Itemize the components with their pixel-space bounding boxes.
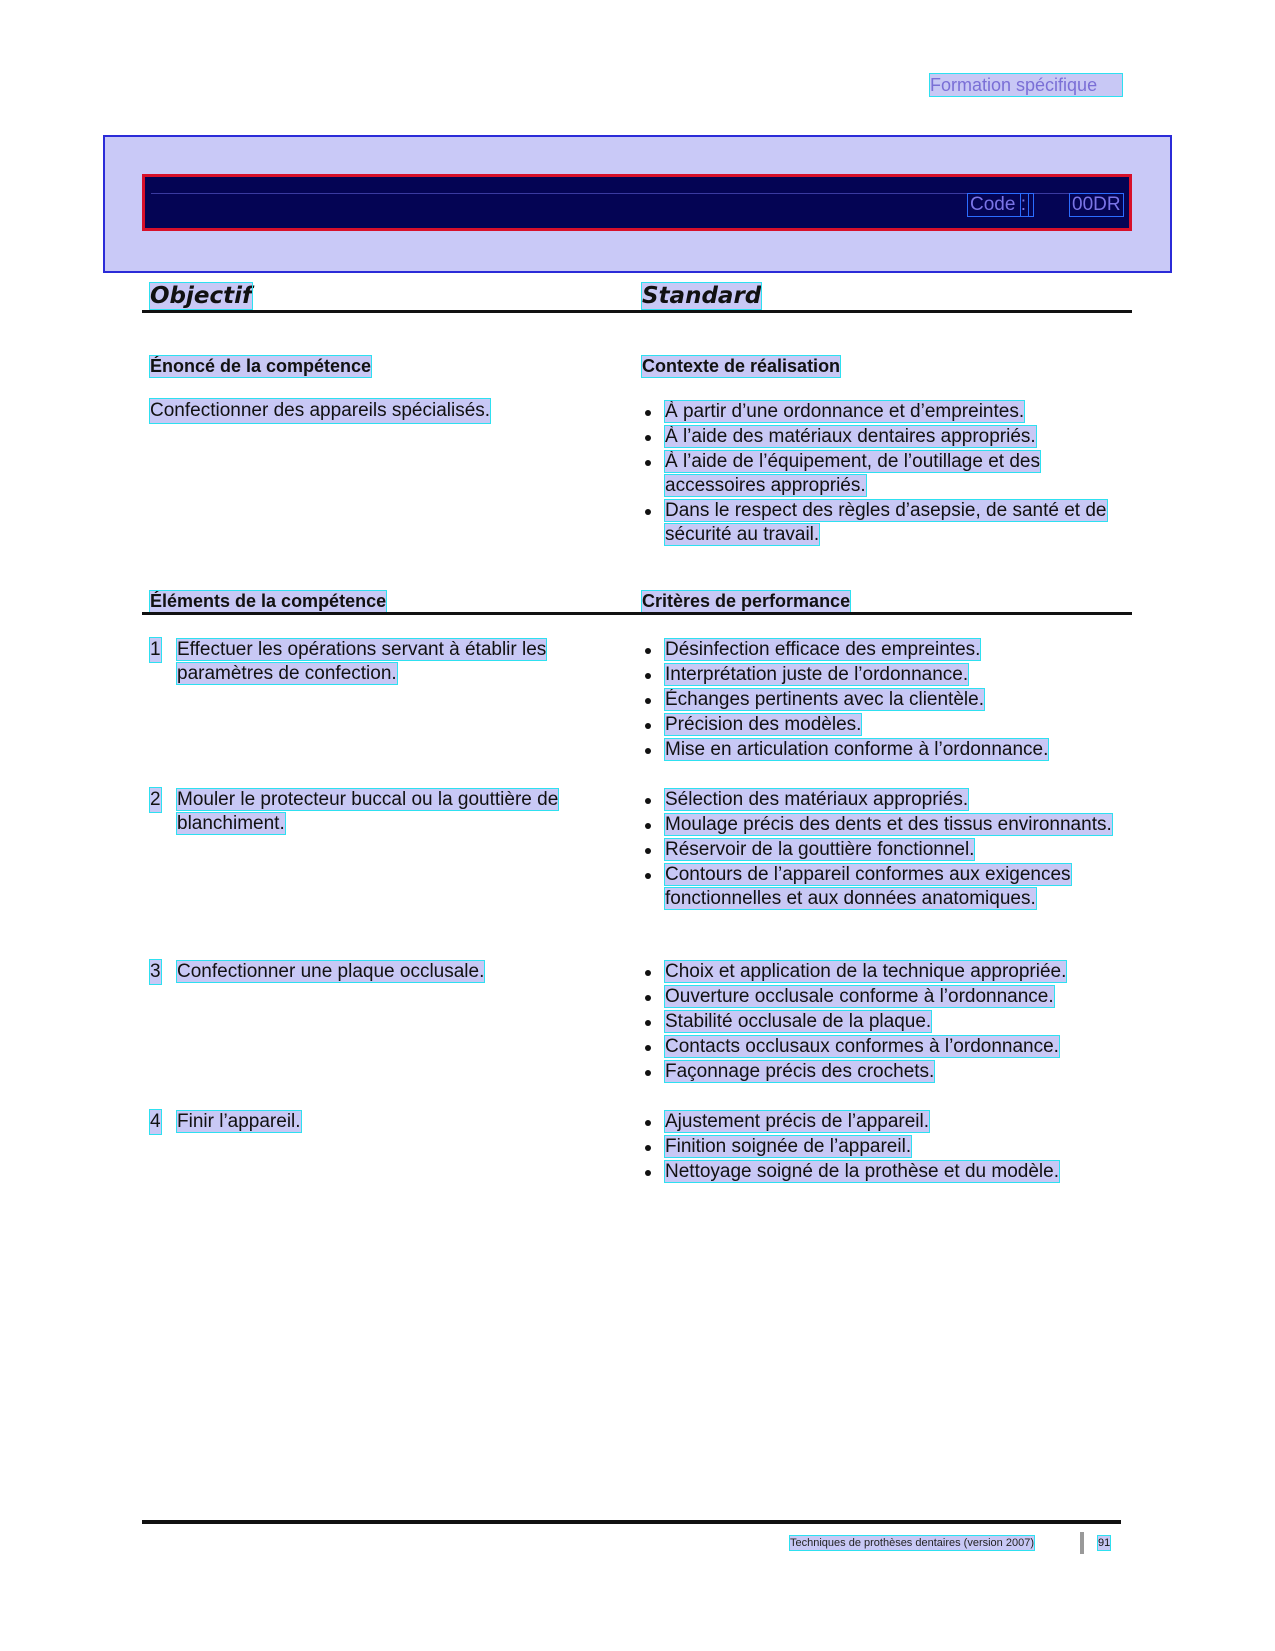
- running-header: Formation spécifique: [930, 74, 1122, 96]
- criterion-item: Nettoyage soigné de la prothèse et du modèle.: [643, 1160, 1123, 1184]
- criterion-item: Choix et application de la technique appropriée.: [643, 960, 1123, 984]
- criterion-item: Finition soignée de l’appareil.: [643, 1135, 1123, 1159]
- criterion-item: Échanges pertinents avec la clientèle.: [643, 688, 1123, 712]
- criteria-list-3: [643, 960, 1123, 1085]
- criterion-item: Mise en articulation conforme à l’ordonnance.: [643, 738, 1123, 762]
- criterion-item: Contacts occlusaux conformes à l’ordonnance.: [643, 1035, 1123, 1059]
- page-number: 91: [1098, 1537, 1111, 1549]
- criterion-item: Ajustement précis de l’appareil.: [643, 1110, 1123, 1134]
- context-item: Dans le respect des règles d’asepsie, de santé et de sécurité au travail.: [643, 499, 1123, 547]
- context-item: À l’aide des matériaux dentaires appropriés.: [643, 425, 1123, 449]
- footer-program: Techniques de prothèses dentaires (version 2007): [790, 1537, 1034, 1549]
- element-text: Effectuer les opérations servant à établir les paramètres de confection.: [177, 639, 547, 684]
- criterion-item: Contours de l’appareil conformes aux exigences fonctionnelles et aux données anatomiques.: [643, 863, 1123, 911]
- element-number: 4: [150, 1111, 161, 1132]
- criteria-list-2: [643, 788, 1123, 912]
- context-list: [643, 400, 1123, 548]
- criterion-item: Réservoir de la gouttière fonctionnel.: [643, 838, 1123, 862]
- context-item: À l’aide de l’équipement, de l’outillage et des accessoires appropriés.: [643, 450, 1123, 498]
- context-item: À partir d’une ordonnance et d’empreintes.: [643, 400, 1123, 424]
- criteria-title: Critères de performance: [642, 591, 851, 611]
- element-text: Finir l’appareil.: [177, 1111, 301, 1132]
- element-text: Confectionner une plaque occlusale.: [177, 961, 485, 982]
- criteria-list-1: [643, 638, 1123, 763]
- criterion-item: Moulage précis des dents et des tissus environnants.: [643, 813, 1123, 837]
- standard-heading: Standard: [642, 283, 762, 309]
- element-number: 2: [150, 789, 161, 810]
- criterion-item: Façonnage précis des crochets.: [643, 1060, 1123, 1084]
- element-text: Mouler le protecteur buccal ou la gouttière de blanchiment.: [177, 789, 559, 834]
- statement-text: Confectionner des appareils spécialisés.: [150, 400, 491, 421]
- code-label: Code :: [970, 194, 1026, 215]
- element-number: 1: [150, 639, 161, 660]
- elements-rule: [142, 612, 1132, 615]
- element-number: 3: [150, 961, 161, 982]
- criterion-item: Ouverture occlusale conforme à l’ordonnance.: [643, 985, 1123, 1009]
- context-title: Contexte de réalisation: [642, 356, 841, 376]
- criterion-item: Sélection des matériaux appropriés.: [643, 788, 1123, 812]
- criteria-list-4: [643, 1110, 1123, 1185]
- elements-title: Éléments de la compétence: [150, 591, 387, 611]
- statement-title: Énoncé de la compétence: [150, 356, 372, 376]
- criterion-item: Précision des modèles.: [643, 713, 1123, 737]
- criterion-item: Interprétation juste de l’ordonnance.: [643, 663, 1123, 687]
- criterion-item: Stabilité occlusale de la plaque.: [643, 1010, 1123, 1034]
- heading-rule: [142, 310, 1132, 313]
- code-spacer: [1021, 194, 1033, 216]
- footer-separator: [1080, 1532, 1084, 1554]
- code-value: 00DR: [1072, 194, 1121, 215]
- footer-rule: [142, 1520, 1121, 1524]
- criterion-item: Désinfection efficace des empreintes.: [643, 638, 1123, 662]
- objective-heading: Objectif: [150, 283, 253, 309]
